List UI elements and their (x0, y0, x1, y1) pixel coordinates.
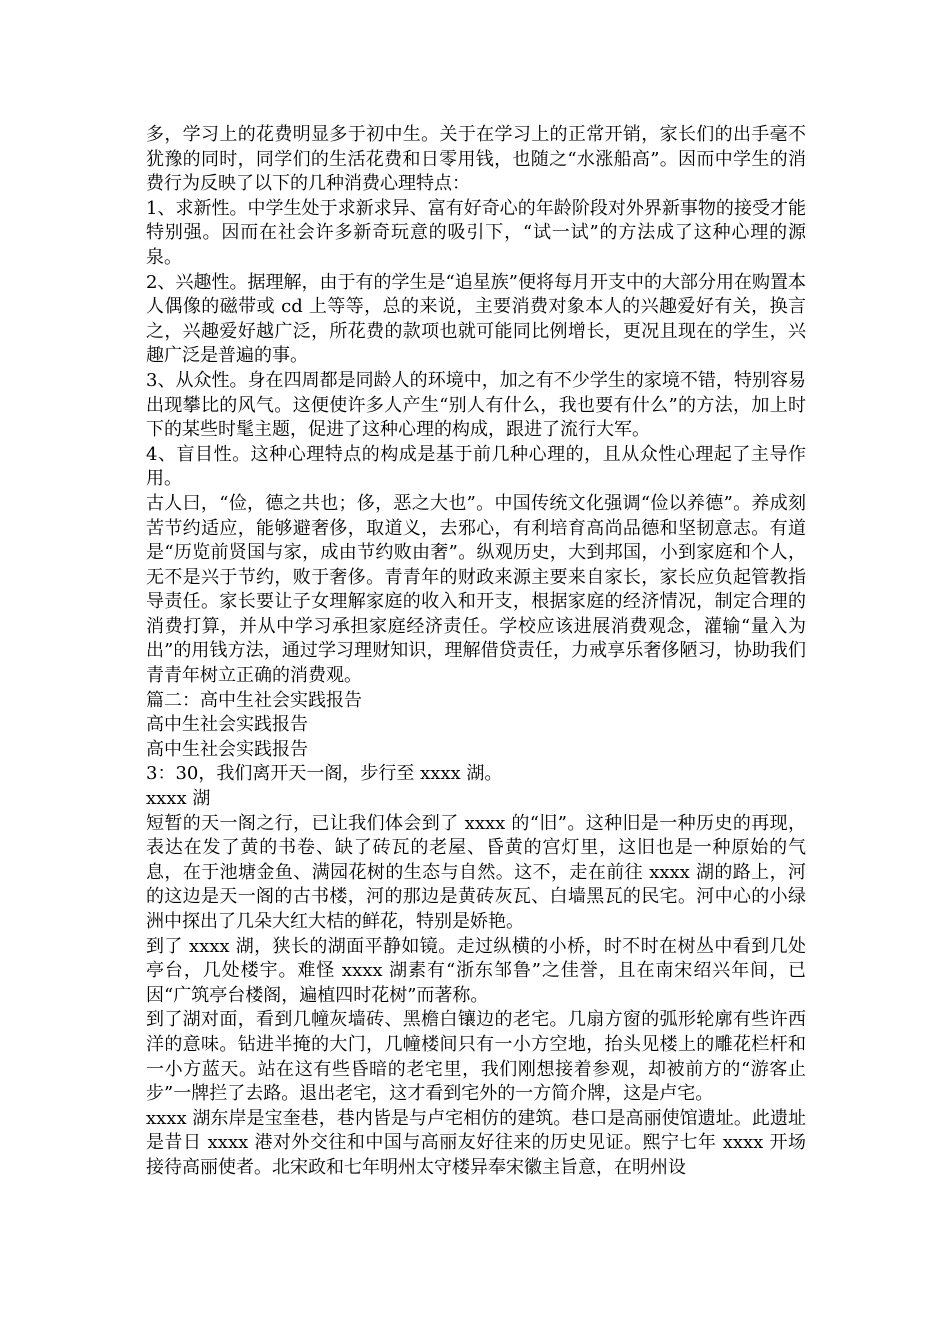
report-subtitle: 高中生社会实践报告 (146, 738, 308, 760)
document-page (146, 123, 806, 1181)
paragraph-thrift: 古人曰，“俭，德之共也；侈，恶之大也”。中国传统文化强调“俭以养德”。养成刻苦节约适应，能够避奢侈，取道义，去邪心，有利培育高尚品德和坚韧意志。有道是“历览前贤国与家，成由节约败由奢”。纵观历史，大到邦国，小到家庭和个人，无不是兴于节约，败于奢侈。青青年的财政来源主要来自家长，家长应负起管教指导责任。家长要让子女理解家庭的收入和开支，根据家庭的经济情况，制定合理的消费打算，并从中学习承担家庭经济责任。学校应该进展消费观念，灌输“量入为出”的用钱方法，通过学习理财知识，理解借贷责任，力戒享乐奢侈陋习，协助我们青青年树立正确的消费观。 (146, 492, 806, 687)
paragraph-conformity: 3、从众性。身在四周都是同龄人的环境中，加之有不少学生的家境不错，特别容易出现攀比的风气。这便使许多人产生“别人有什么，我也要有什么”的方法，加上时下的某些时髦主题，促进了这种心理的构成，跟进了流行大军。 (146, 369, 806, 441)
paragraph-consumption-intro: 多，学习上的花费明显多于初中生。关于在学习上的正常开销，家长们的出手毫不犹豫的同时，同学们的生活花费和日零用钱，也随之“水涨船高”。因而中学生的消费行为反映了以下的几种消费心理特点： (146, 124, 806, 195)
paragraph-novelty: 1、求新性。中学生处于求新求异、富有好奇心的年龄阶段对外界新事物的接受才能特别强。因而在社会许多新奇玩意的吸引下，“试一试”的方法成了这种心理的源泉。 (146, 197, 806, 268)
section-heading: 篇二：高中生社会实践报告 (146, 689, 362, 711)
lake-heading: xxxx 湖 (146, 788, 211, 810)
paragraph-blindness: 4、盲目性。这种心理特点的构成是基于前几种心理的，且从众性心理起了主导作用。 (146, 443, 806, 490)
paragraph-interest: 2、兴趣性。据理解，由于有的学生是“追星族”便将每月开支中的大部分用在购置本人偶像的磁带或 cd 上等等，总的来说，主要消费对象本人的兴趣爱好有关，换言之，兴趣爱好越广泛，所花费的款项也就可能同比例增长，更况且现在的学生，兴趣广泛是普遍的事。 (146, 271, 806, 367)
paragraph-old-city: 短暂的天一阁之行，已让我们体会到了 xxxx 的“旧”。这种旧是一种历史的再现，表达在发了黄的书卷、缺了砖瓦的老屋、昏黄的宫灯里，这旧也是一种原始的气息，在于池塘金鱼、满园花树的生态与自然。这不，走在前往 xxxx 湖的路上，河的这边是天一阁的古书楼，河的那边是黄砖灰瓦、白墙黑瓦的民宅。河中心的小绿洲中探出了几朵大红大桔的鲜花，特别是娇艳。 (146, 812, 806, 932)
paragraph-departure: 3：30，我们离开天一阁，步行至 xxxx 湖。 (146, 763, 503, 785)
paragraph-east-bank: xxxx 湖东岸是宝奎巷，巷内皆是与卢宅相仿的建筑。巷口是高丽使馆遗址。此遗址是昔日 xxxx 港对外交往和中国与高丽友好往来的历史见证。熙宁七年 xxxx 开场接待高丽使者。北宋政和七年明州太守楼异奉宋徽主旨意，在明州设 (146, 1107, 806, 1178)
paragraph-old-house: 到了湖对面，看到几幢灰墙砖、黑檐白镶边的老宅。几扇方窗的弧形轮廓有些许西洋的意味。钻进半掩的大门，几幢楼间只有一小方空地，抬头见楼上的雕花栏杆和一小方蓝天。站在这有些昏暗的老宅里，我们刚想接着参观，却被前方的“游客止步”一牌拦了去路。退出老宅，这才看到宅外的一方简介牌，这是卢宅。 (146, 1009, 806, 1105)
report-title: 高中生社会实践报告 (146, 714, 308, 736)
paragraph-lake-view: 到了 xxxx 湖，狭长的湖面平静如镜。走过纵横的小桥，时不时在树丛中看到几处亭台，几处楼宇。难怪 xxxx 湖素有“浙东邹鲁”之佳誉，且在南宋绍兴年间，已因“广筑亭台楼阁，遍植四时花树”而著称。 (146, 935, 806, 1006)
